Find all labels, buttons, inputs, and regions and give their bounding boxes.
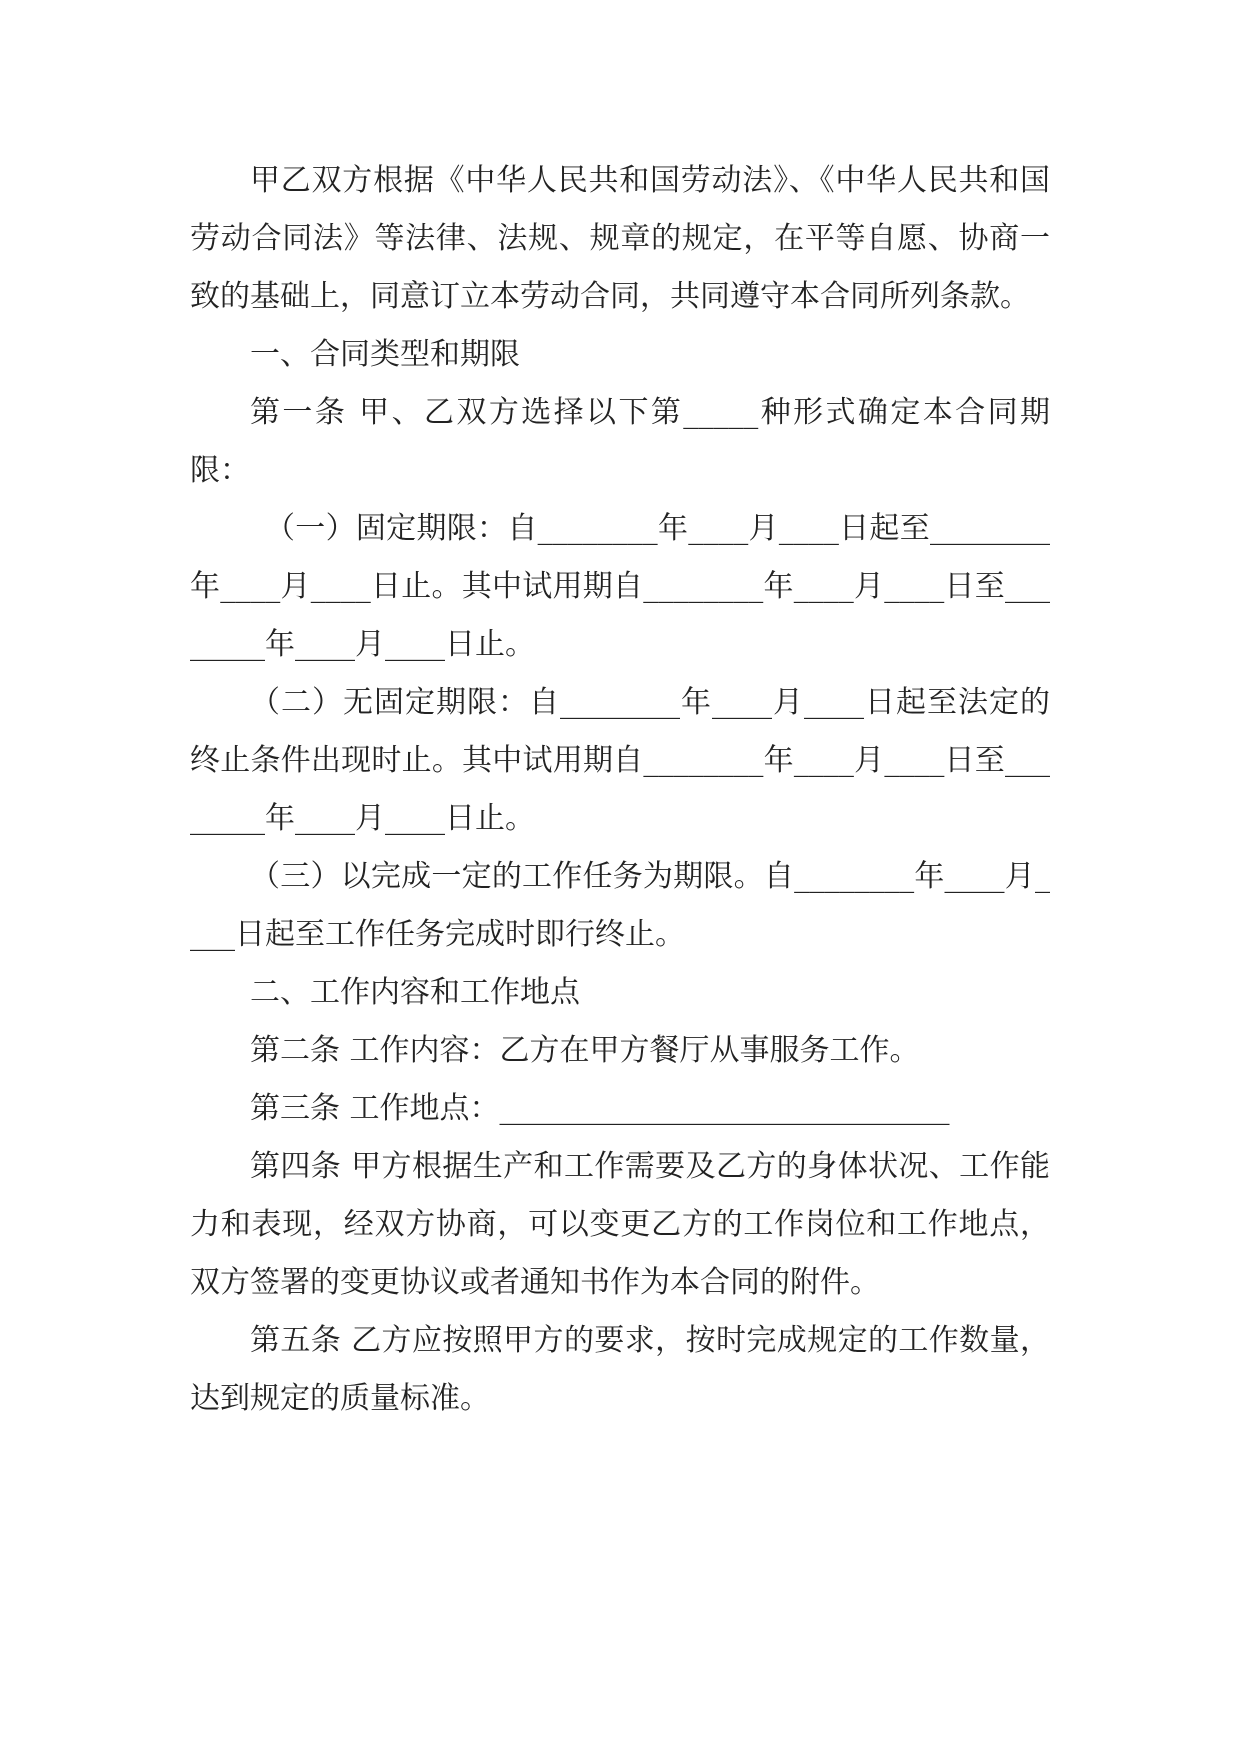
article-4-paragraph: 第四条 甲方根据生产和工作需要及乙方的身体状况、工作能力和表现，经双方协商，可以变更乙方的工作岗位和工作地点，双方签署的变更协议或者通知书作为本合同的附件。 [190,1149,1050,1300]
contract-page [190,152,1050,1428]
article-1-paragraph: 第一条 甲、乙双方选择以下第_____种形式确定本合同期限： [190,395,1050,488]
section-heading-contract-type: 一、合同类型和期限 [250,337,520,372]
article-2-paragraph: 第二条 工作内容：乙方在甲方餐厅从事服务工作。 [250,1033,920,1068]
section-heading-work-content: 二、工作内容和工作地点 [250,975,580,1010]
intro-paragraph: 甲乙双方根据《中华人民共和国劳动法》、《中华人民共和国劳动合同法》等法律、法规、规章的规定，在平等自愿、协商一致的基础上，同意订立本劳动合同，共同遵守本合同所列条款。 [190,163,1050,314]
fixed-term-paragraph: （一）固定期限：自________年____月____日起至________年____月____日止。其中试用期自________年____月____日至________年____月____日止。 [190,511,1050,662]
open-term-paragraph: （二）无固定期限：自________年____月____日起至法定的终止条件出现时止。其中试用期自________年____月____日至________年____月____日止。 [190,685,1050,836]
article-5-paragraph: 第五条 乙方应按照甲方的要求，按时完成规定的工作数量，达到规定的质量标准。 [190,1323,1050,1416]
task-term-paragraph: （三）以完成一定的工作任务为期限。自________年____月____日起至工作任务完成时即行终止。 [190,859,1050,952]
article-3-paragraph: 第三条 工作地点：______________________________ [250,1091,950,1126]
